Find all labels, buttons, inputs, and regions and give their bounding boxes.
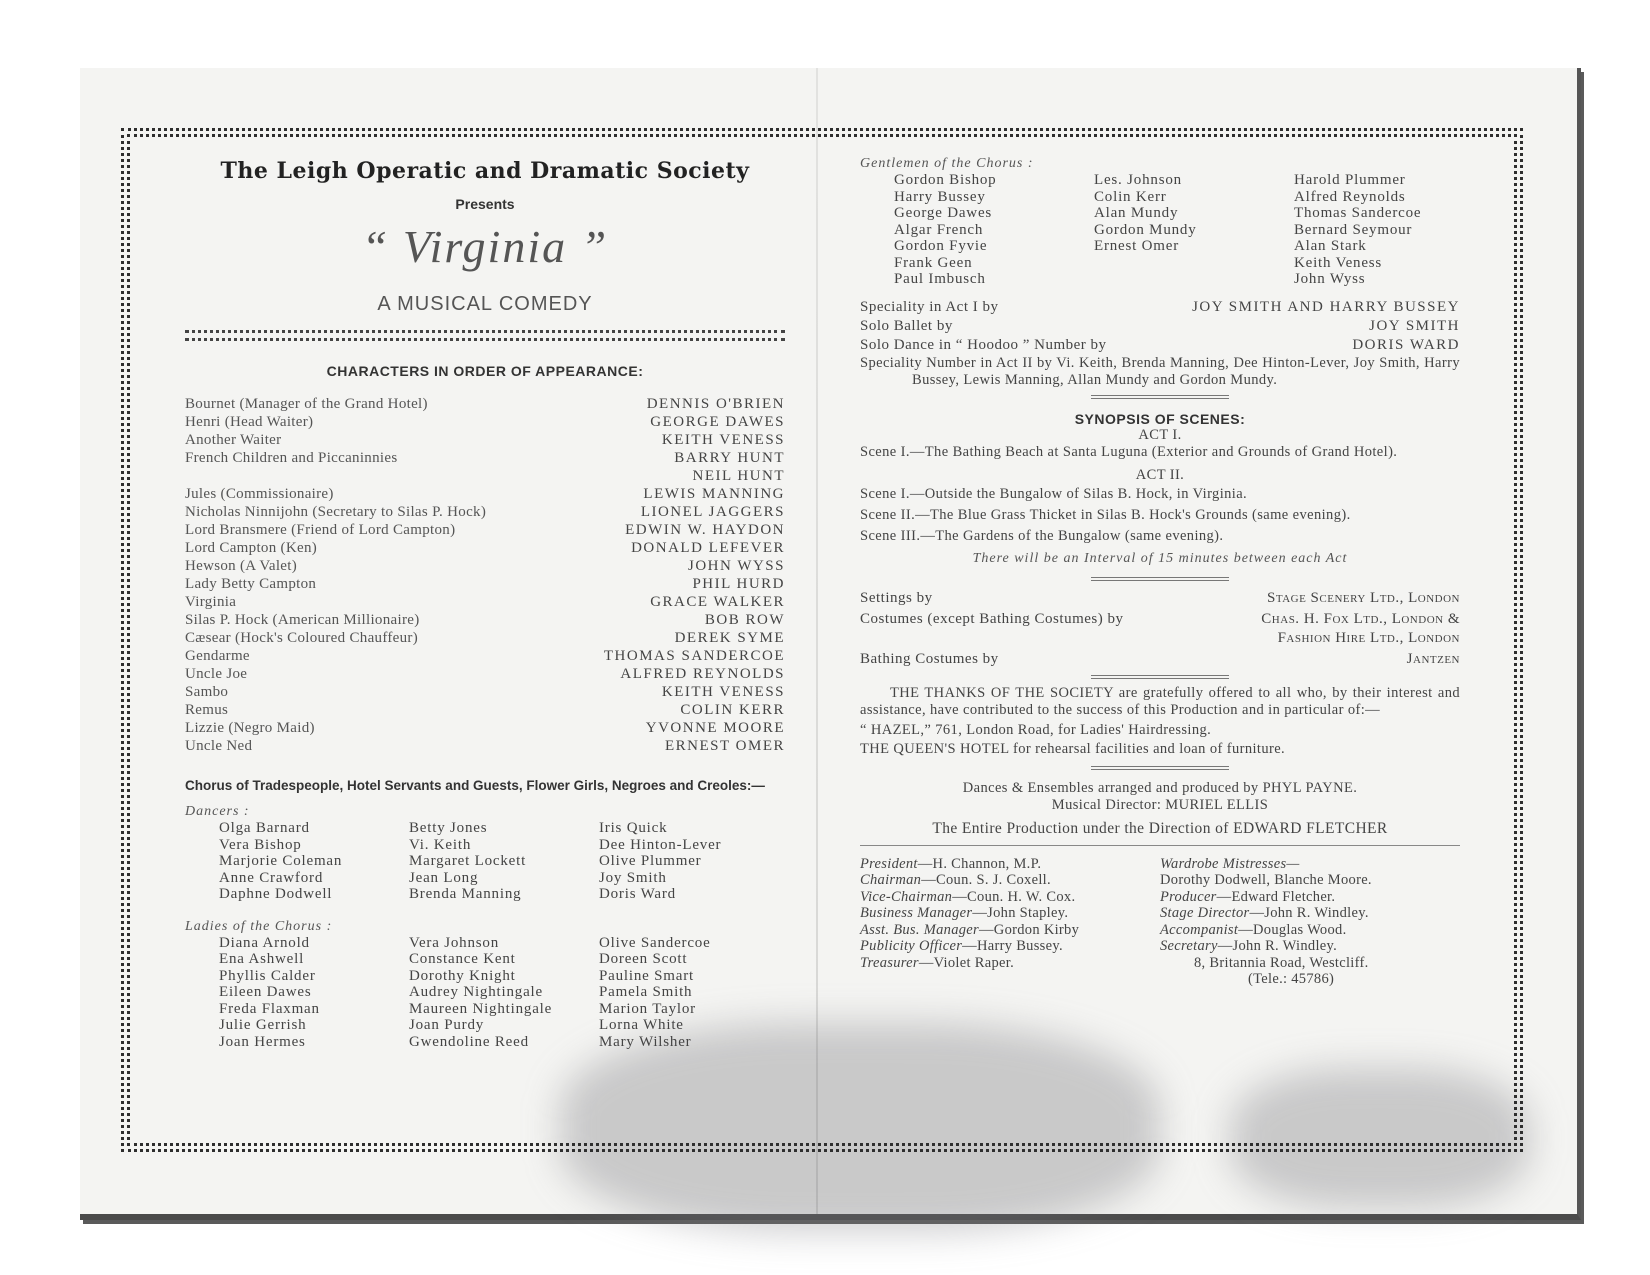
chorus-member: Gordon Fyvie [894,238,988,254]
officer-name: H. Channon, M.P. [932,855,1042,872]
officer-name: Douglas Wood. [1253,921,1347,938]
officer-row: Asst. Bus. Manager—Gordon Kirby [860,921,1080,938]
chorus-member: Thomas Sandercoe [1294,205,1422,221]
address: 8, Britannia Road, Westcliff. [1194,954,1369,971]
act2-scene2: Scene II.—The Blue Grass Thicket in Silas B. Hock's Grounds (same evening). [860,506,1351,523]
chorus-member: Harry Bussey [894,188,986,205]
character-role: Gendarme [185,648,250,664]
cast-row [185,575,785,593]
cast-row [185,485,785,503]
cast-row [185,503,785,521]
character-actor: ALFRED REYNOLDS [620,666,785,682]
chorus-member: Gordon Bishop [894,172,997,188]
officer-row: Secretary—John R. Windley. [1160,938,1338,954]
character-role: Jules (Commissionaire) [185,486,334,502]
character-role: Lady Betty Campton [185,576,317,592]
officer-title: Vice-Chairman [860,888,953,905]
credit-label: Costumes (except Bathing Costumes) by [860,610,1124,627]
show-title: “ Virginia ” [361,221,609,272]
officer-title: Asst. Bus. Manager [860,921,979,938]
chorus-member: Frank Geen [894,254,973,271]
character-actor: PHIL HURD [692,576,785,592]
act2-label: ACT II. [1135,466,1185,483]
name-column [894,172,1094,288]
chorus-member: Betty Jones [409,820,488,836]
officer-name: Violet Raper. [933,954,1014,971]
officer-name: Coun. H. W. Cox. [967,888,1076,905]
chorus-member: Joy Smith [599,869,667,886]
characters-heading: CHARACTERS IN ORDER OF APPEARANCE: [326,363,644,379]
cast-row [185,521,785,539]
officer-title: Publicity Officer [860,938,963,954]
cast-row [185,557,785,575]
chorus-heading: Chorus of Tradespeople, Hotel Servants and Guests, Flower Girls, Negroes and Creoles:— [185,778,765,793]
character-role: Uncle Joe [185,666,248,682]
ladies-label: Ladies of the Chorus : [185,918,333,934]
name-column [219,820,409,903]
chorus-member: George Dawes [894,205,993,221]
gentlemen-grid [860,172,1460,288]
chorus-member: Anne Crawford [219,869,324,886]
specialities-list [860,298,1460,355]
wardrobe-names: Dorothy Dodwell, Blanche Moore. [1160,872,1372,888]
rule [1091,395,1229,399]
gentlemen-label: Gentlemen of the Chorus : [860,156,1034,171]
credit-row [860,589,1460,608]
officer-row: Producer—Edward Fletcher. [1160,888,1336,905]
character-actor: BOB ROW [704,612,785,628]
speciality-value: DORIS WARD [1352,336,1460,353]
officer-row: Stage Director—John R. Windley. [1160,905,1369,921]
society-name: The Leigh Operatic and Dramatic Society [220,158,750,184]
character-actor: COLIN KERR [680,702,785,718]
chorus-member: Vera Johnson [409,934,500,951]
officer-title: Treasurer [860,954,919,971]
chorus-member: Daphne Dodwell [219,886,333,902]
officer-name: Harry Bussey. [976,938,1063,954]
chorus-member: Olive Plummer [599,853,702,869]
officer-name: John R. Windley. [1232,938,1338,954]
character-actor: GRACE WALKER [650,594,785,610]
cast-row [185,413,785,431]
character-role: Lord Campton (Ken) [185,540,318,556]
chorus-member: Freda Flaxman [219,1000,320,1017]
officer-title: Accompanist [1160,921,1239,938]
chorus-member: Margaret Lockett [409,853,527,869]
chorus-member: Eileen Dawes [219,984,312,1000]
programme-sheet [80,68,1581,1220]
chorus-member: Olga Barnard [219,820,310,836]
chorus-member: Brenda Manning [409,886,522,902]
chorus-member: Alan Mundy [1094,205,1179,221]
chorus-member: Ena Ashwell [219,951,305,967]
officer-row: Treasurer—Violet Raper. [860,954,1014,971]
character-role: Henri (Head Waiter) [185,414,314,430]
dances-credit: Dances & Ensembles arranged and produced by PHYL PAYNE. [962,779,1358,796]
rule [1091,577,1229,581]
chorus-member: Marjorie Coleman [219,853,343,869]
cast-row [185,593,785,611]
name-column [409,820,599,903]
cast-list [185,395,785,755]
act1-scene1: Scene I.—The Bathing Beach at Santa Luguna (Exterior and Grounds of Grand Hotel). [860,443,1398,460]
character-actor: KEITH VENESS [661,684,785,700]
chorus-member: Ernest Omer [1094,238,1180,254]
character-role: Sambo [185,684,229,700]
character-actor: LIONEL JAGGERS [640,504,785,520]
character-actor: KEITH VENESS [661,432,785,448]
speciality-label: Solo Dance in “ Hoodoo ” Number by [860,336,1107,353]
credit-row [860,650,1460,669]
credit-row [860,610,1460,648]
name-column [1094,172,1294,288]
character-actor: LEWIS MANNING [643,486,785,502]
character-actor: JOHN WYSS [688,558,785,574]
character-actor: DENNIS O'BRIEN [646,396,785,412]
character-role: Bournet (Manager of the Grand Hotel) [185,396,428,412]
character-role: Silas P. Hock (American Millionaire) [185,612,420,628]
chorus-member: Phyllis Calder [219,967,316,984]
character-actor: THOMAS SANDERCOE [603,648,785,664]
cast-row [185,683,785,701]
officer-row: President—H. Channon, M.P. [860,855,1042,872]
show-subtitle: A MUSICAL COMEDY [377,293,593,315]
officer-row: Accompanist—Douglas Wood. [1160,921,1347,938]
character-role: Lizzie (Negro Maid) [185,720,315,736]
officer-title: Business Manager [860,905,973,921]
cast-row [185,467,785,485]
character-actor: GEORGE DAWES [650,414,785,430]
officers-right-list [1160,889,1460,955]
rule [1091,766,1229,770]
officer-row: Publicity Officer—Harry Bussey. [860,938,1063,954]
chorus-member: Iris Quick [599,820,668,836]
chorus-member: Doreen Scott [599,951,688,967]
credits-list [860,589,1460,669]
phone: (Tele.: 45786) [1248,971,1335,987]
speciality-row [860,317,1460,336]
chorus-member: Alfred Reynolds [1294,188,1406,205]
name-column [599,820,789,903]
officers-right [1160,856,1460,988]
character-role: Lord Bransmere (Friend of Lord Campton) [185,522,456,538]
character-role: Hewson (A Valet) [185,558,298,574]
cast-row [185,737,785,755]
chorus-member: John Wyss [1294,271,1366,287]
cast-row [185,431,785,449]
chorus-member: Vi. Keith [409,836,472,853]
chorus-member: Marion Taylor [599,1000,696,1017]
synopsis-heading: SYNOPSIS OF SCENES: [1074,410,1246,427]
chorus-member: Gwendoline Reed [409,1033,529,1050]
chorus-member: Dorothy Knight [409,967,516,984]
chorus-member: Pamela Smith [599,984,693,1000]
dancers-label: Dancers : [185,804,250,819]
speciality-row [860,336,1460,355]
chorus-member: Olive Sandercoe [599,934,711,951]
chorus-member: Gordon Mundy [1094,221,1197,238]
dotted-divider [185,330,785,341]
wardrobe-label: Wardrobe Mistresses— [1160,855,1300,872]
officer-name: John R. Windley. [1264,905,1369,921]
chorus-member: Vera Bishop [219,836,302,853]
rule [1091,675,1229,679]
cast-row [185,395,785,413]
character-role: Virginia [185,594,237,610]
chorus-member: Dee Hinton-Lever [599,836,722,853]
chorus-member: Constance Kent [409,951,516,967]
officer-title: President [860,855,918,872]
chorus-member: Keith Veness [1294,254,1383,271]
cast-row [185,539,785,557]
officer-row: Business Manager—John Stapley. [860,905,1069,921]
character-actor: BARRY HUNT [674,450,785,466]
character-role: Cæsear (Hock's Coloured Chauffeur) [185,630,418,646]
officer-name: Gordon Kirby [993,921,1080,938]
left-page [185,158,785,1050]
chorus-member: Algar French [894,221,984,238]
officer-title: Chairman [860,872,922,888]
act2-scene1: Scene I.—Outside the Bungalow of Silas B. Hock, in Virginia. [860,485,1248,502]
speciality-row [860,298,1460,317]
speciality-label: Speciality in Act I by [860,298,999,315]
act1-label: ACT I. [1138,426,1182,443]
thanks-hazel: “ HAZEL,” 761, London Road, for Ladies' Hairdressing. [860,721,1212,738]
officer-name: Edward Fletcher. [1231,888,1336,905]
chorus-member: Pauline Smart [599,967,694,984]
chorus-member: Harold Plummer [1294,172,1406,188]
right-page [860,156,1460,988]
interval-note: There will be an Interval of 15 minutes between each Act [972,550,1348,566]
chorus-member: Joan Hermes [219,1033,306,1050]
chorus-member: Maureen Nightingale [409,1000,553,1017]
officer-name: John Stapley. [987,905,1069,921]
chorus-member: Lorna White [599,1017,684,1033]
character-role: Nicholas Ninnijohn (Secretary to Silas P. Hock) [185,504,487,520]
cast-row [185,647,785,665]
name-column [219,935,409,1051]
speciality-act2: Speciality Number in Act II by Vi. Keith, Brenda Manning, Dee Hinton-Lever, Joy Smith, Harry Bussey, Lewis Manning, Allan Mundy and Gordon Mundy. [860,354,1460,388]
officer-title: Stage Director [1160,905,1250,921]
cast-row [185,629,785,647]
cast-row [185,611,785,629]
credit-value: Chas. H. Fox Ltd., London & Fashion Hire Ltd., London [1261,610,1460,646]
officer-title: Secretary [1160,938,1218,954]
character-role: Another Waiter [185,432,282,448]
cast-row [185,719,785,737]
character-actor: ERNEST OMER [665,738,785,754]
rule [860,845,1460,846]
character-role: Uncle Ned [185,738,253,754]
name-column [599,935,789,1051]
cast-row [185,701,785,719]
production-credit: The Entire Production under the Direction of EDWARD FLETCHER [932,819,1388,837]
chorus-member: Paul Imbusch [894,271,986,287]
officer-name: Coun. S. J. Coxell. [936,872,1051,888]
character-actor: DEREK SYME [674,630,785,646]
chorus-member: Bernard Seymour [1294,221,1413,238]
credit-value: Jantzen [1406,650,1460,667]
act2-scene3: Scene III.—The Gardens of the Bungalow (same evening). [860,527,1224,544]
name-column [1294,172,1474,288]
cast-row [185,449,785,467]
speciality-label: Solo Ballet by [860,317,953,334]
chorus-member: Alan Stark [1294,238,1367,254]
chorus-member: Diana Arnold [219,934,310,951]
character-actor: EDWIN W. HAYDON [625,522,785,538]
character-actor: NEIL HUNT [692,468,785,484]
ladies-grid [185,935,785,1051]
credit-label: Settings by [860,589,933,606]
musical-director: Musical Director: MURIEL ELLIS [1051,796,1269,813]
officers-left [860,856,1160,988]
chorus-member: Les. Johnson [1094,172,1182,188]
chorus-member: Audrey Nightingale [409,984,543,1000]
cast-row [185,665,785,683]
chorus-member: Joan Purdy [409,1017,485,1033]
speciality-value: JOY SMITH [1369,317,1460,334]
officers [860,856,1460,988]
speciality-value: JOY SMITH AND HARRY BUSSEY [1192,298,1460,315]
character-role: French Children and Piccaninnies [185,450,398,466]
character-actor: YVONNE MOORE [645,720,785,736]
chorus-member: Mary Wilsher [599,1033,692,1050]
chorus-member: Doris Ward [599,886,676,902]
thanks-text: THE THANKS OF THE SOCIETY are gratefully offered to all who, by their interest and assistance, have contributed to the success of this Production and in particular of:— [860,684,1460,718]
chorus-member: Colin Kerr [1094,188,1167,205]
dancers-grid [185,820,785,903]
thanks-queens: THE QUEEN'S HOTEL for rehearsal facilities and loan of furniture. [860,740,1286,757]
chorus-member: Julie Gerrish [219,1017,307,1033]
officer-title: Producer [1160,888,1217,905]
character-role: Remus [185,702,229,718]
officer-row: Chairman—Coun. S. J. Coxell. [860,872,1051,888]
character-actor: DONALD LEFEVER [631,540,785,556]
chorus-member: Jean Long [409,869,479,886]
credit-label: Bathing Costumes by [860,650,999,667]
name-column [409,935,599,1051]
credit-value: Stage Scenery Ltd., London [1267,589,1460,606]
officer-row: Vice-Chairman—Coun. H. W. Cox. [860,888,1076,905]
presents-label: Presents [455,196,515,212]
